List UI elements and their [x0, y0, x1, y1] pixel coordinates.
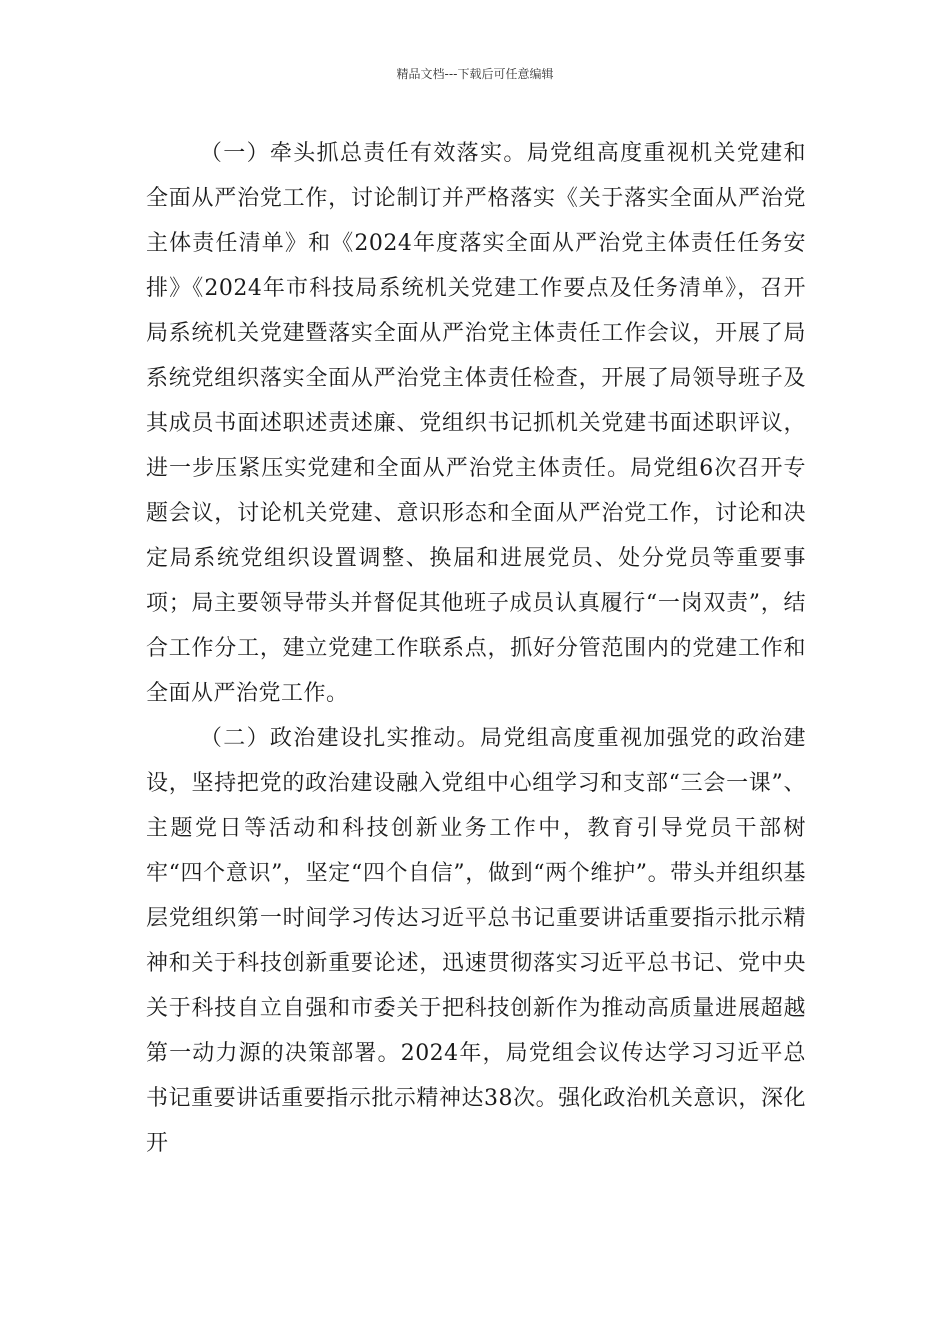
paragraph-1: （一）牵头抓总责任有效落实。局党组高度重视机关党建和全面从严治党工作，讨论制订并严格落实《关于落实全面从严治党主体责任清单》和《2024年度落实全面从严治党主体责任任务安排》《2024年市科技局系统机关党建工作要点及任务清单》，召开局系统机关党建暨落实全面从严治党主体责任工作会议，开展了局系统党组织落实全面从严治党主体责任检查，开展了局领导班子及其成员书面述职述责述廉、党组织书记抓机关党建书面述职评议，进一步压紧压实党建和全面从严治党主体责任。局党组6次召开专题会议，讨论机关党建、意识形态和全面从严治党工作，讨论和决定局系统党组织设置调整、换届和进展党员、处分党员等重要事项；局主要领导带头并督促其他班子成员认真履行“一岗双责”，结合工作分工，建立党建工作联系点，抓好分管范围内的党建工作和全面从严治党工作。: [146, 141, 806, 706]
paragraph-2: （二）政治建设扎实推动。局党组高度重视加强党的政治建设，坚持把党的政治建设融入党组中心组学习和支部“三会一课”、主题党日等活动和科技创新业务工作中，教育引导党员干部树牢“四个意识”，坚定“四个自信”，做到“两个维护”。带头并组织基层党组织第一时间学习传达习近平总书记重要讲话重要指示批示精神和关于科技创新重要论述，迅速贯彻落实习近平总书记、党中央关于科技自立自强和市委关于把科技创新作为推动高质量进展超越第一动力源的决策部署。2024年，局党组会议传达学习习近平总书记重要讲话重要指示批示精神达38次。强化政治机关意识，深化开: [146, 726, 806, 1156]
page-header: 精品文档---下载后可任意编辑: [396, 67, 554, 81]
document-body: [146, 131, 806, 1166]
